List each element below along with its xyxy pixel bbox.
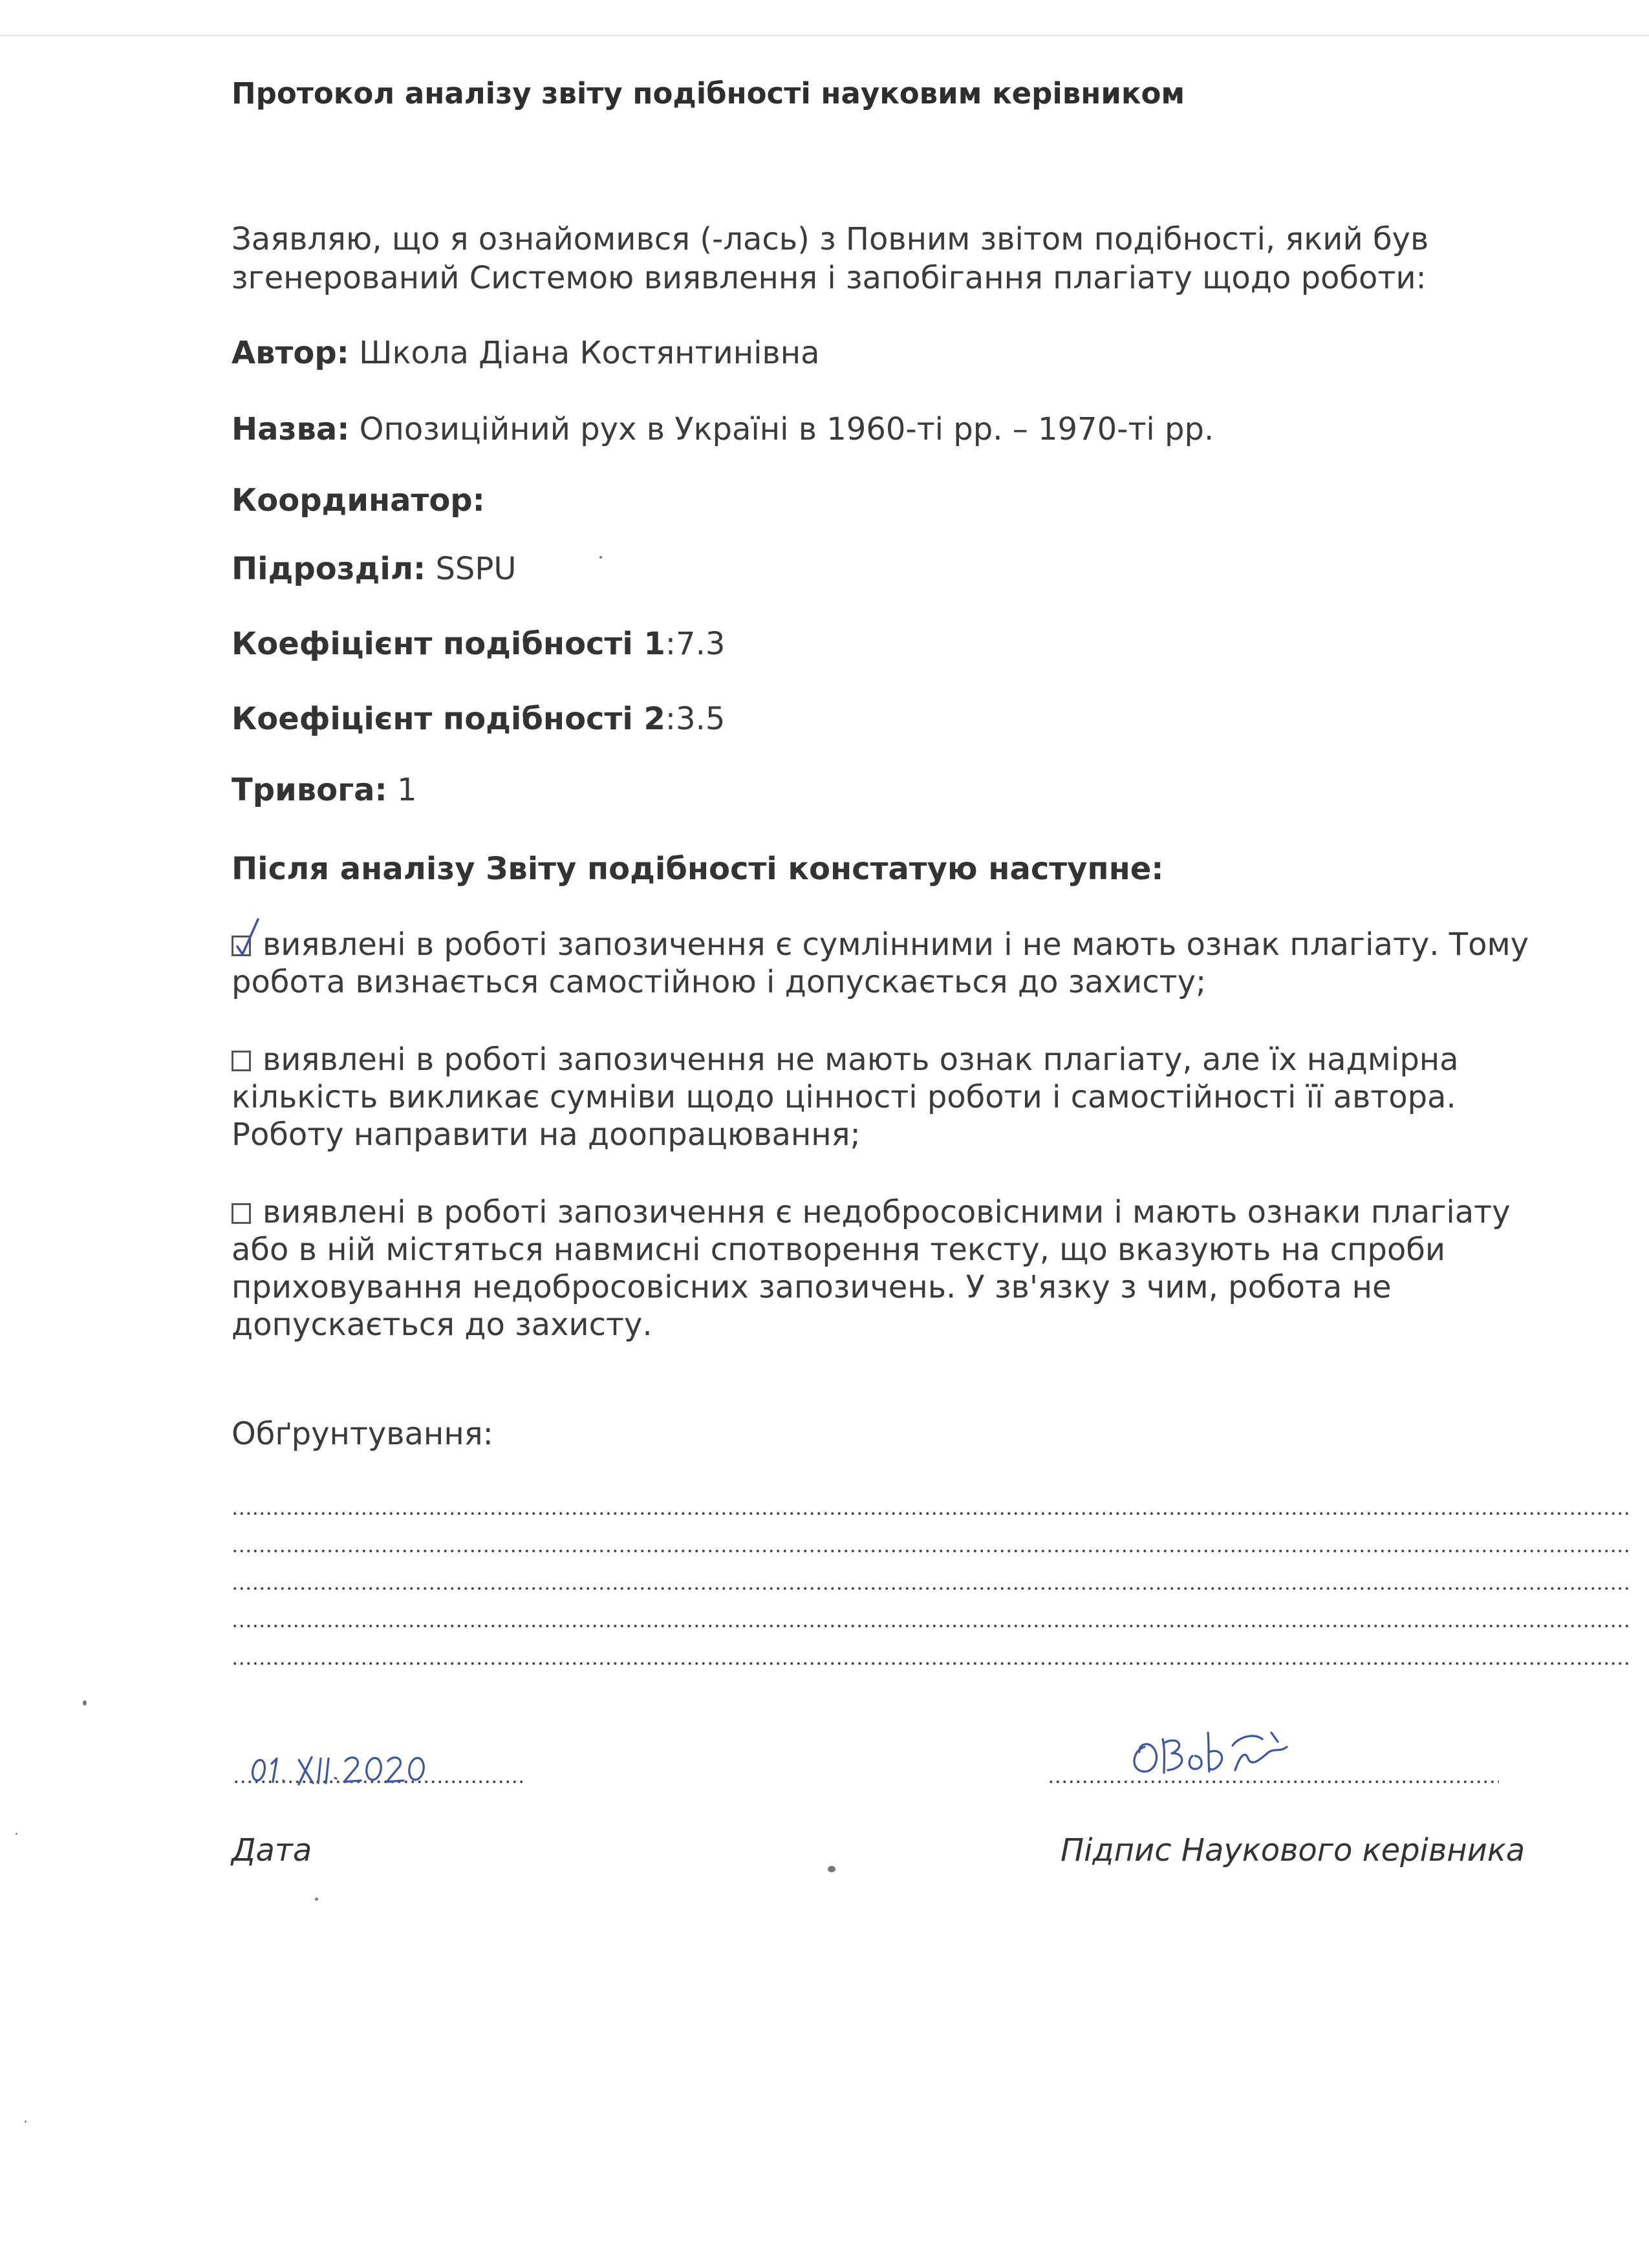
- work-name-label: Назва:: [232, 411, 350, 447]
- option-plagiarism: [232, 1193, 1511, 1343]
- alarm-value: 1: [387, 772, 417, 808]
- justification-line-1[interactable]: [232, 1511, 1628, 1516]
- similarity-coef-1-label: Коефіцієнт подібності 1: [232, 626, 665, 662]
- division-value: SSPU: [426, 551, 517, 587]
- option-acceptable-line-1: виявлені в роботі запозичення є сумлінними і не мають ознак плагіату. Тому: [263, 926, 1529, 963]
- intro-line-1: Заявляю, що я ознайомився (-лась) з Повним звітом подібності, який був: [232, 221, 1429, 257]
- option-acceptable-checkbox[interactable]: [232, 936, 251, 956]
- scan-speck: [83, 1700, 87, 1706]
- date-label: Дата: [232, 1832, 312, 1868]
- alarm-label: Тривога:: [232, 772, 387, 808]
- document-title: Протокол аналізу звіту подібності науковим керівником: [232, 76, 1185, 111]
- author-value: Школа Діана Костянтинівна: [349, 335, 820, 371]
- option-plagiarism-checkbox[interactable]: [232, 1203, 251, 1224]
- handwritten-signature: [1125, 1713, 1306, 1784]
- division-label: Підрозділ:: [232, 551, 426, 587]
- intro-paragraph: [232, 220, 1428, 297]
- scan-speck: [315, 1898, 318, 1901]
- justification-line-4[interactable]: [232, 1623, 1628, 1629]
- option-revision: [232, 1041, 1459, 1153]
- option-revision-checkbox[interactable]: [232, 1051, 251, 1071]
- similarity-coef-2-field: [232, 700, 725, 738]
- author-label: Автор:: [232, 335, 349, 371]
- division-field: [232, 550, 516, 588]
- author-field: [232, 334, 820, 372]
- justification-line-3[interactable]: [232, 1586, 1628, 1591]
- option-plagiarism-line-4: допускається до захисту.: [232, 1307, 652, 1343]
- option-acceptable: [232, 926, 1529, 1001]
- similarity-coef-2-value: :3.5: [665, 701, 726, 737]
- option-plagiarism-line-2: або в ній містяться навмисні спотворення тексту, що вказують на спроби: [232, 1232, 1446, 1268]
- signature-label: Підпис Наукового керівника: [1061, 1832, 1525, 1868]
- similarity-coef-1-field: [232, 625, 725, 663]
- coordinator-field: [232, 481, 485, 520]
- intro-line-2: згенерований Системою виявлення і запобігання плагіату щодо роботи:: [232, 260, 1427, 296]
- similarity-coef-2-label: Коефіцієнт подібності 2: [232, 701, 665, 737]
- coordinator-label: Координатор:: [232, 482, 485, 519]
- scan-speck: [16, 1833, 17, 1835]
- work-name-value: Опозиційний рух в Україні в 1960-ті рр. – 1970-ті рр.: [349, 411, 1214, 447]
- scan-speck: [828, 1866, 835, 1872]
- scan-speck: [599, 556, 602, 559]
- option-revision-line-3: Роботу направити на доопрацювання;: [232, 1117, 861, 1153]
- option-revision-line-2: кількість викликає сумніви щодо цінності роботи і самостійності її автора.: [232, 1079, 1456, 1115]
- justification-line-2[interactable]: [232, 1548, 1628, 1554]
- scan-speck: [25, 2121, 27, 2123]
- alarm-field: [232, 771, 417, 809]
- option-revision-line-1: виявлені в роботі запозичення не мають ознак плагіату, але їх надмірна: [263, 1042, 1459, 1078]
- conclusion-heading: Після аналізу Звіту подібності констатую наступне:: [232, 851, 1164, 887]
- handwritten-date: [247, 1733, 480, 1791]
- option-plagiarism-line-3: приховування недобросовісних запозичень. У зв'язку з чим, робота не: [232, 1269, 1392, 1305]
- option-acceptable-line-2: робота визнається самостійною і допускається до захисту;: [232, 964, 1207, 1000]
- similarity-coef-1-value: :7.3: [665, 626, 726, 662]
- handwritten-check-icon: [235, 918, 261, 957]
- justification-line-5[interactable]: [232, 1661, 1628, 1666]
- option-plagiarism-line-1: виявлені в роботі запозичення є недобросовісними і мають ознаки плагіату: [263, 1194, 1511, 1230]
- page-edge-line: [0, 35, 1649, 36]
- justification-label: Обґрунтування:: [232, 1416, 493, 1452]
- work-name-field: [232, 410, 1214, 449]
